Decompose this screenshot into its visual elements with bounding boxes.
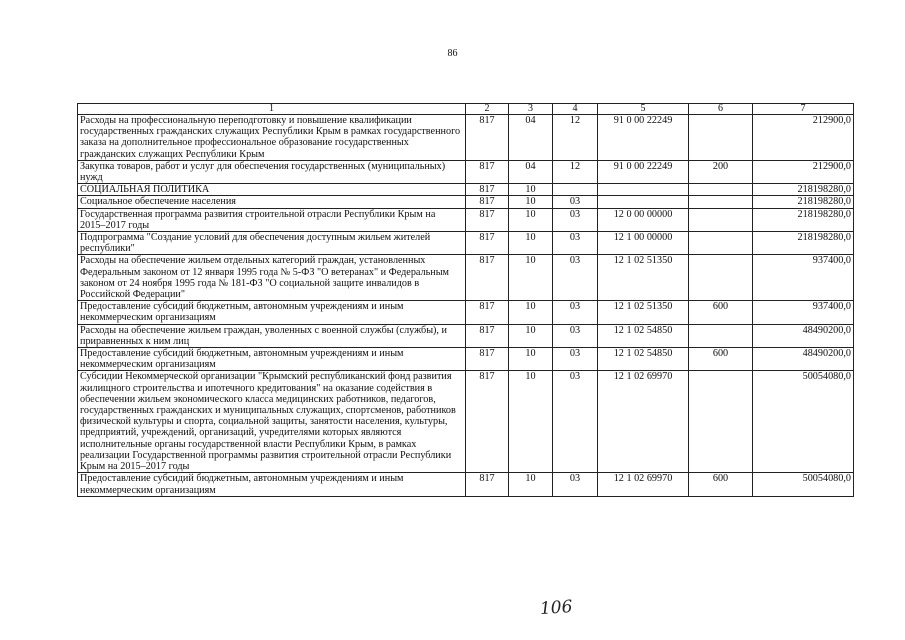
amount: 937400,0	[753, 301, 854, 324]
header-col-1: 1	[78, 104, 466, 115]
ministry-code: 817	[466, 348, 509, 371]
row-description: Расходы на обеспечение жильем граждан, уволенных с военной службы (службы), и приравненных к ним лиц	[78, 324, 466, 347]
section-code: 10	[509, 232, 553, 255]
budget-table	[77, 103, 854, 497]
amount: 50054080,0	[753, 473, 854, 496]
subsection-code: 03	[553, 301, 598, 324]
table-row	[78, 301, 854, 324]
ministry-code: 817	[466, 255, 509, 301]
amount: 218198280,0	[753, 232, 854, 255]
subsection-code: 03	[553, 255, 598, 301]
header-col-4: 4	[553, 104, 598, 115]
subsection-code: 03	[553, 473, 598, 496]
table-row	[78, 255, 854, 301]
amount: 937400,0	[753, 255, 854, 301]
section-code: 10	[509, 348, 553, 371]
expense-type-code: 600	[689, 348, 753, 371]
ministry-code: 817	[466, 324, 509, 347]
subsection-code: 03	[553, 371, 598, 473]
subsection-code: 12	[553, 115, 598, 161]
row-description: СОЦИАЛЬНАЯ ПОЛИТИКА	[78, 184, 466, 196]
row-description: Социальное обеспечение населения	[78, 196, 466, 208]
table-row	[78, 196, 854, 208]
row-description: Государственная программа развития строительной отрасли Республики Крым на 2015–2017 годы	[78, 208, 466, 231]
row-description: Предоставление субсидий бюджетным, автономным учреждениям и иным некоммерческим организациям	[78, 301, 466, 324]
subsection-code: 03	[553, 324, 598, 347]
table-row	[78, 115, 854, 161]
target-article-code: 12 1 00 00000	[598, 232, 689, 255]
amount: 50054080,0	[753, 371, 854, 473]
ministry-code: 817	[466, 184, 509, 196]
target-article-code: 12 1 02 54850	[598, 348, 689, 371]
expense-type-code	[689, 324, 753, 347]
target-article-code	[598, 196, 689, 208]
ministry-code: 817	[466, 473, 509, 496]
table-row	[78, 208, 854, 231]
expense-type-code	[689, 184, 753, 196]
header-col-6: 6	[689, 104, 753, 115]
table-row	[78, 473, 854, 496]
table-row	[78, 232, 854, 255]
target-article-code: 12 1 02 69970	[598, 473, 689, 496]
table-row	[78, 324, 854, 347]
amount: 218198280,0	[753, 184, 854, 196]
expense-type-code	[689, 255, 753, 301]
ministry-code: 817	[466, 115, 509, 161]
page-number: 86	[447, 48, 458, 59]
target-article-code: 91 0 00 22249	[598, 160, 689, 183]
subsection-code	[553, 184, 598, 196]
section-code: 10	[509, 196, 553, 208]
expense-type-code	[689, 196, 753, 208]
subsection-code: 03	[553, 232, 598, 255]
header-col-5: 5	[598, 104, 689, 115]
section-code: 10	[509, 255, 553, 301]
row-description: Расходы на обеспечение жильем отдельных категорий граждан, установленных Федеральным законом от 12 января 1995 года № 5-ФЗ "О ветеранах" и Федеральным законом от 24 ноября 1995 года № 181-ФЗ "О социальной защите инвалидов в Российской Федерации"	[78, 255, 466, 301]
table-row	[78, 160, 854, 183]
ministry-code: 817	[466, 160, 509, 183]
header-col-7: 7	[753, 104, 854, 115]
handwritten-page-note: 106	[539, 596, 574, 620]
ministry-code: 817	[466, 196, 509, 208]
row-description: Предоставление субсидий бюджетным, автономным учреждениям и иным некоммерческим организациям	[78, 348, 466, 371]
section-code: 10	[509, 473, 553, 496]
target-article-code: 91 0 00 22249	[598, 115, 689, 161]
ministry-code: 817	[466, 208, 509, 231]
header-col-2: 2	[466, 104, 509, 115]
row-description: Расходы на профессиональную переподготовку и повышение квалификации государственных гражданских служащих Республики Крым в рамках государственного заказа на дополнительное профессиональное образование государственных гражданских служащих Республики Крым	[78, 115, 466, 161]
amount: 218198280,0	[753, 196, 854, 208]
header-col-3: 3	[509, 104, 553, 115]
table-row	[78, 371, 854, 473]
target-article-code: 12 1 02 69970	[598, 371, 689, 473]
row-description: Предоставление субсидий бюджетным, автономным учреждениям и иным некоммерческим организациям	[78, 473, 466, 496]
expense-type-code	[689, 115, 753, 161]
table-row	[78, 184, 854, 196]
header-row	[78, 104, 854, 115]
section-code: 10	[509, 324, 553, 347]
amount: 212900,0	[753, 160, 854, 183]
amount: 212900,0	[753, 115, 854, 161]
expense-type-code	[689, 208, 753, 231]
section-code: 10	[509, 301, 553, 324]
subsection-code: 12	[553, 160, 598, 183]
target-article-code: 12 0 00 00000	[598, 208, 689, 231]
row-description: Закупка товаров, работ и услуг для обеспечения государственных (муниципальных) нужд	[78, 160, 466, 183]
amount: 48490200,0	[753, 348, 854, 371]
ministry-code: 817	[466, 301, 509, 324]
subsection-code: 03	[553, 208, 598, 231]
amount: 48490200,0	[753, 324, 854, 347]
section-code: 10	[509, 208, 553, 231]
amount: 218198280,0	[753, 208, 854, 231]
row-description: Подпрограмма "Создание условий для обеспечения доступным жильем жителей республики"	[78, 232, 466, 255]
ministry-code: 817	[466, 232, 509, 255]
section-code: 04	[509, 160, 553, 183]
expense-type-code: 600	[689, 301, 753, 324]
subsection-code: 03	[553, 348, 598, 371]
target-article-code: 12 1 02 54850	[598, 324, 689, 347]
section-code: 10	[509, 371, 553, 473]
section-code: 04	[509, 115, 553, 161]
row-description: Субсидии Некоммерческой организации "Крымский республиканский фонд развития жилищного строительства и ипотечного кредитования" на оказание содействия в обеспечении жильем экономического класса медицинских работников, педагогов, государственных гражданских и муниципальных служащих, спортсменов, работников физической культуры и спорта, социальной защиты, занятости населения, культуры, предприятий, учреждений, организаций, учредителями которых являются исполнительные органы государственной власти Республики Крым, в рамках реализации Государственной программы развития строительной отрасли Республики Крым на 2015–2017 годы	[78, 371, 466, 473]
target-article-code: 12 1 02 51350	[598, 255, 689, 301]
expense-type-code: 200	[689, 160, 753, 183]
section-code: 10	[509, 184, 553, 196]
expense-type-code: 600	[689, 473, 753, 496]
target-article-code: 12 1 02 51350	[598, 301, 689, 324]
ministry-code: 817	[466, 371, 509, 473]
expense-type-code	[689, 371, 753, 473]
expense-type-code	[689, 232, 753, 255]
target-article-code	[598, 184, 689, 196]
subsection-code: 03	[553, 196, 598, 208]
table-row	[78, 348, 854, 371]
